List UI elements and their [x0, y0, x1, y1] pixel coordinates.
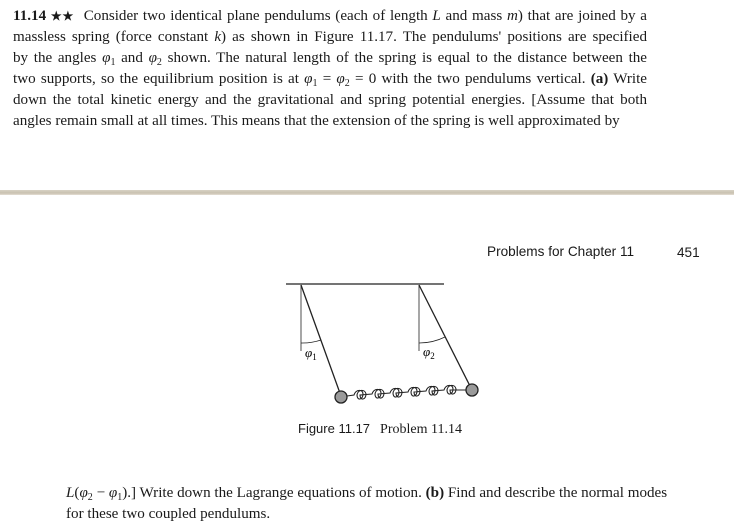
- angle-label-phi2: $\varphi_2$: [423, 344, 435, 361]
- bob-right: [466, 384, 478, 396]
- spring: [347, 385, 466, 399]
- pendulum-rod-right: [419, 285, 472, 390]
- running-head: Problems for Chapter 11: [487, 244, 635, 259]
- continuation-text: [66, 483, 706, 525]
- continuation-line-1: $L(\varphi_2 - \varphi_1)$.] Write down the Lagrange equations of motion. (b) Find and describe the normal modes: [66, 485, 668, 503]
- problem-line-1-text: Consider two identical plane pendulums (each of length L and mass m) that are joined by a: [83, 8, 648, 24]
- pendulum-rod-left: [301, 285, 341, 396]
- problem-line-5: down the total kinetic energy and the gravitational and spring potential energies. [Assume that both: [13, 91, 647, 108]
- figure-caption-label: Figure 11.17: [298, 421, 371, 436]
- angle-arc-left: [301, 340, 321, 343]
- problem-line-2: massless spring (force constant k) as shown in Figure 11.17. The pendulums' positions are specified: [13, 28, 647, 45]
- problem-line-3: by the angles $\varphi_1$ and $\varphi_2$ shown. The natural length of the spring is equal to the distance between the: [13, 49, 648, 68]
- page-number: 451: [677, 245, 700, 260]
- figure-caption: [298, 421, 462, 438]
- difficulty-stars: ★★: [50, 9, 75, 23]
- angle-arc-right: [419, 337, 445, 343]
- problem-line-4: two supports, so the equilibrium position is at $\varphi_1 = \varphi_2 = 0$ with the two pendulums vertical. (a) Write: [13, 70, 647, 89]
- problem-line-6: angles remain small at all times. This means that the extension of the spring is well approximated by: [13, 112, 620, 129]
- bob-left: [335, 391, 347, 403]
- problem-number: 11.14: [13, 8, 47, 24]
- figure-caption-text: Problem 11.14: [380, 422, 462, 437]
- angle-label-phi1: $\varphi_1$: [305, 345, 317, 362]
- continuation-line-2: for these two coupled pendulums.: [66, 505, 271, 522]
